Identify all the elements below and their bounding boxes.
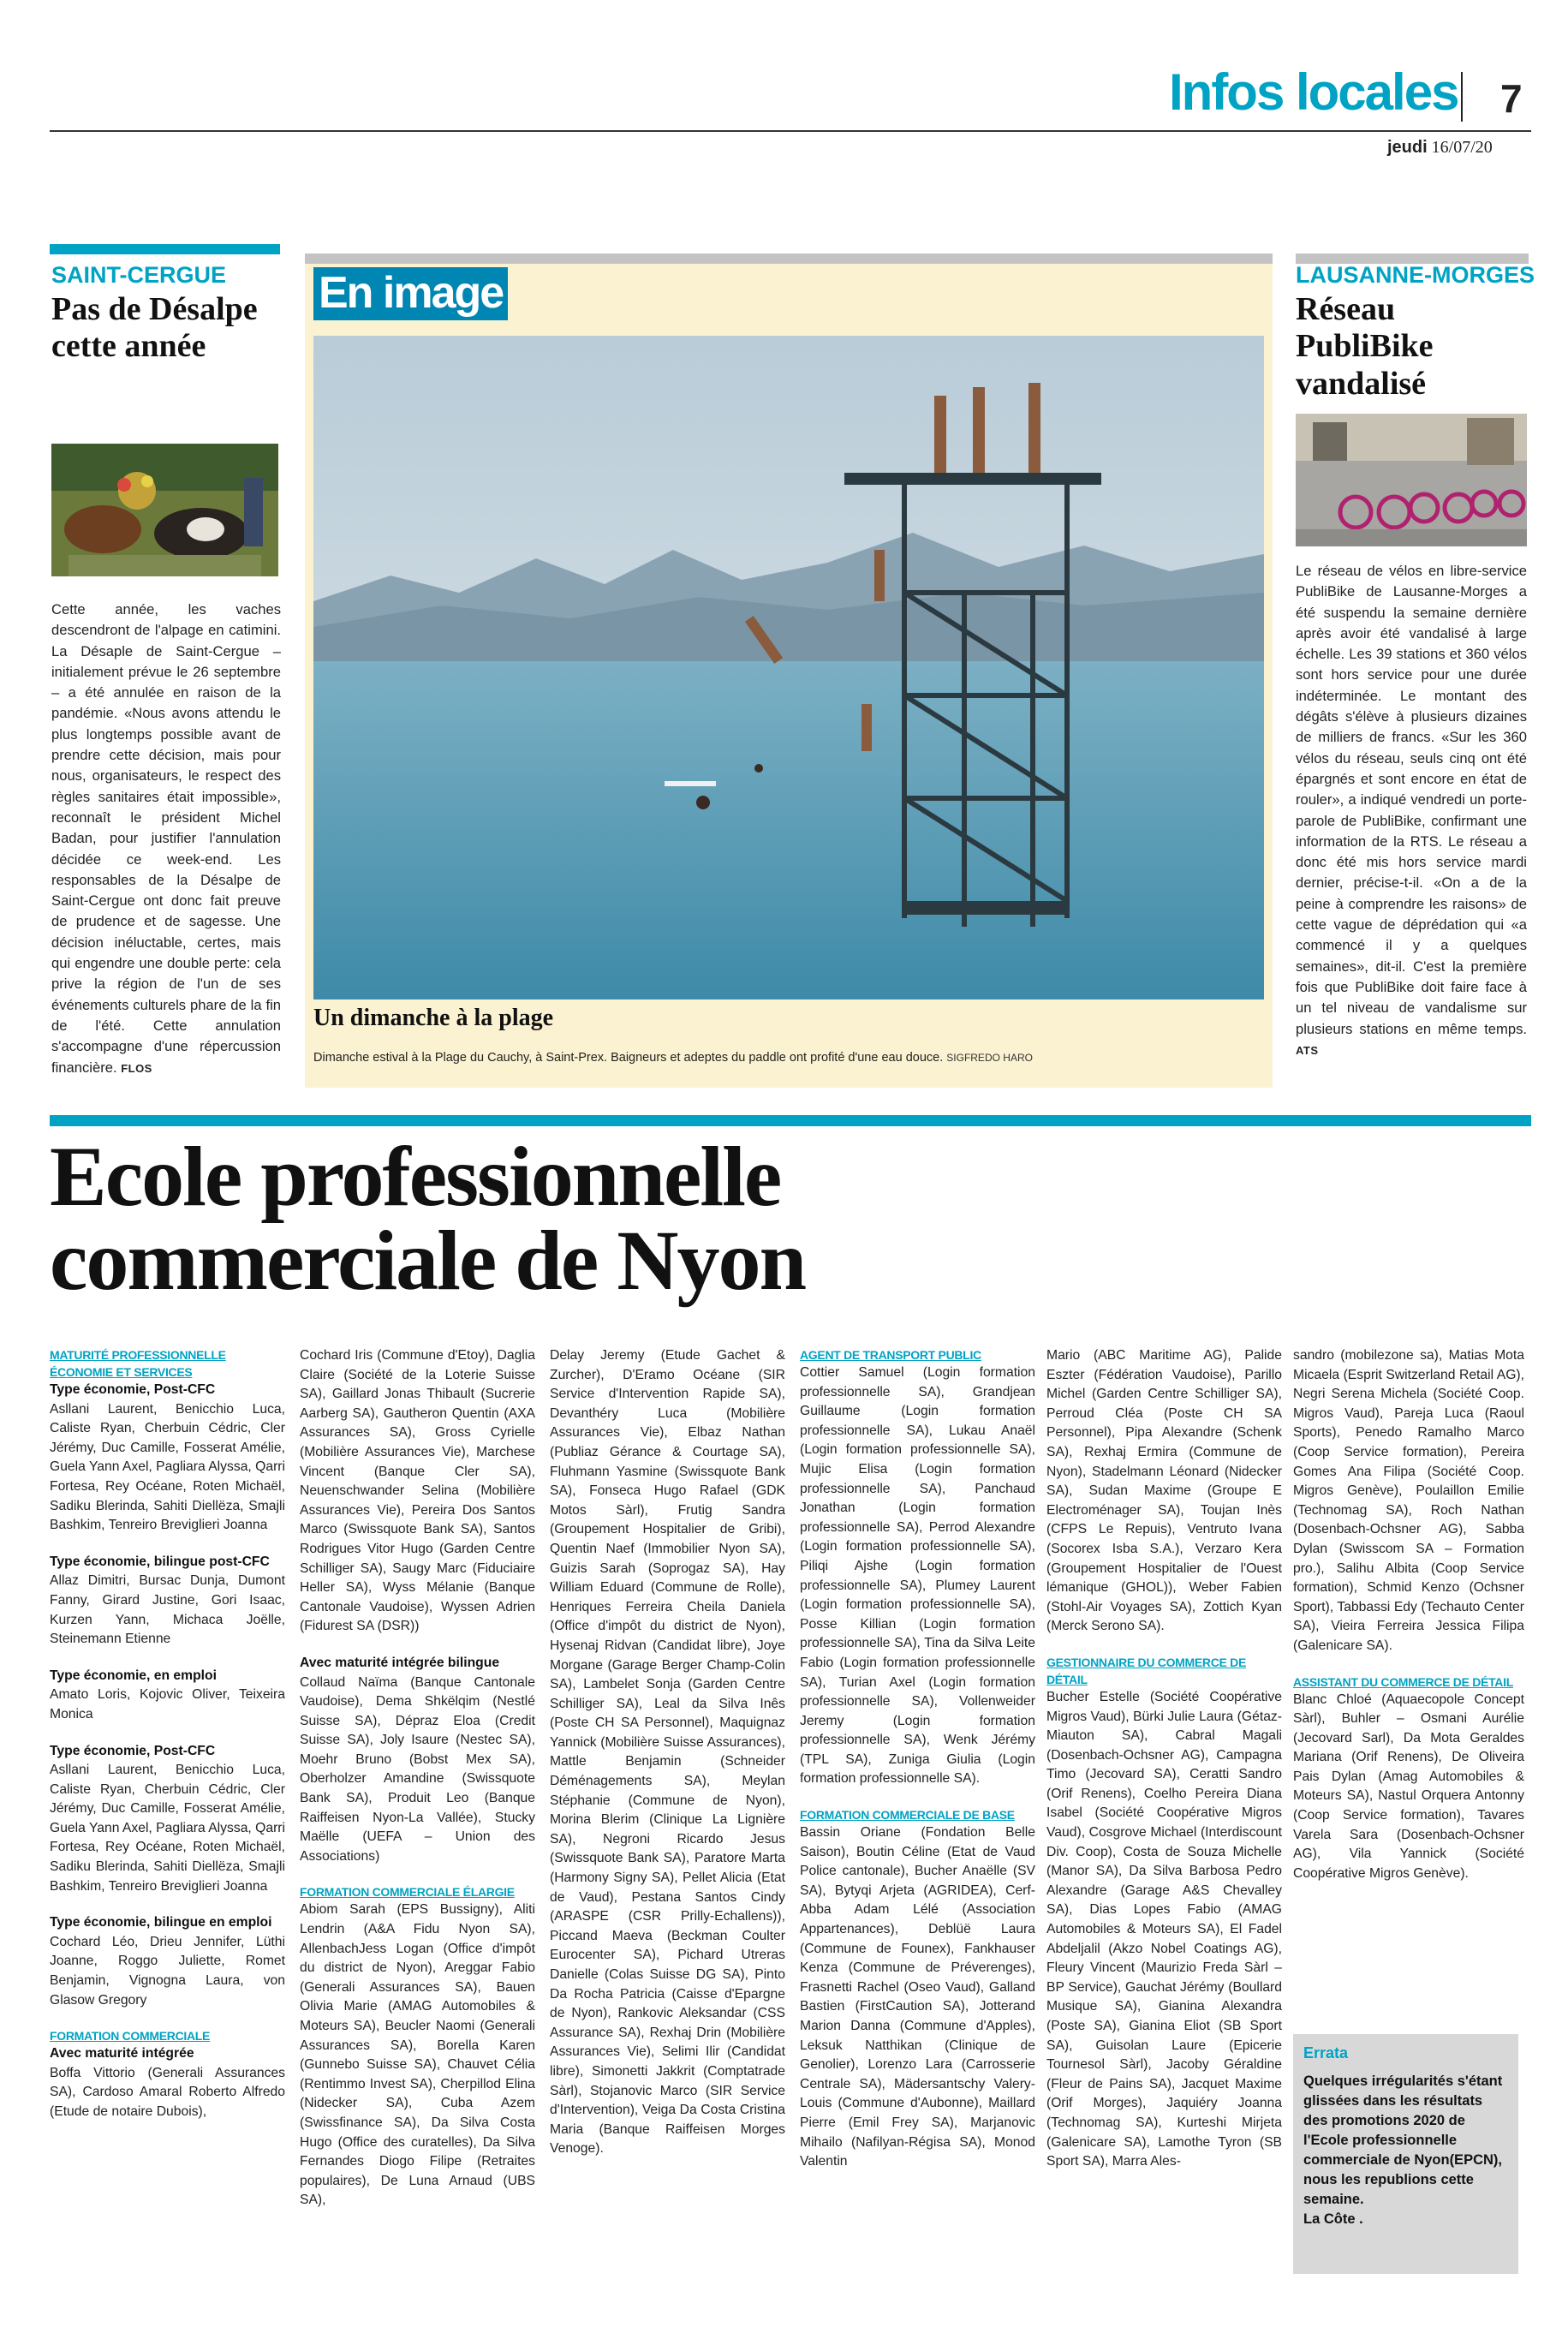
section-heading: ASSISTANT DU COMMERCE DE DÉTAIL [1293,1674,1513,1689]
left-brief-kicker: SAINT-CERGUE [51,262,227,288]
subheading: Type économie, bilingue en emploi [50,1915,272,1930]
page-number: 7 [1500,76,1523,121]
name-list: Allaz Dimitri, Bursac Dunja, Dumont Fanny, Girard Justine, Gori Isaac, Kurzen Yann, Michaca Joëlle, Steinemann Etienne [50,1573,285,1647]
section-heading: FORMATION COMMERCIALE [50,2029,211,2044]
issue-day: jeudi [1387,138,1428,157]
section-title: Infos locales [1169,63,1458,121]
name-list: Cochard Iris (Commune d'Etoy), Daglia Claire (Société de la Loterie Suisse SA), Gaillard Jonas Thibault (Sucrerie Aarberg SA), Gautheron Quentin (AXA Assurances SA), Gross Cyrielle (Mobilière Assurances Vie), Marchese Vincent (Banque Cler SA), Neuenschwander Selina (Mobilière Assurances Vie), Pereira Dos Santos Marco (Swissquote Bank SA), Santos Rodrigues Vitor Hugo (Garden Centre Schilliger SA), Saugy Marc (Fiduciaire Heller SA), Wyss Mélanie (Banque Cantonale Vaudoise), Wyssen Adrien (Fidurest SA (DSR)) [300,1348,535,1634]
errata-body [1303,2072,1508,2229]
name-list: Mario (ABC Maritime AG), Palide Eszter (Fédération Vaudoise), Parillo Michel (Garden Centre Schilliger SA), Perroud Cléa (Poste CH SA Personnel), Pipa Alexandre (Schenk SA), Rexhaj Ermira (Commune de Nyon), Stadelmann Léonard (Nidecker SA), Sudan Maxime (Groupe E Electroménager SA), Toujan Inès (CFPS Le Repuis), Ventruto Ivana (Socorex Isba S.A.), Verzaro Kera (Groupement Hospitalier de l'Ouest lémanique (GHOL)), Weber Fabien (Stohl-Air Voyages SA), Zottich Kyan (Merck Serono SA). [1046,1348,1282,1634]
right-brief-kicker: LAUSANNE-MORGES [1296,262,1535,288]
subheading: Type économie, bilingue post-CFC [50,1554,270,1569]
errata-source: La Côte . [1303,2211,1363,2227]
name-list: Bassin Oriane (Fondation Belle Saison), Boutin Céline (Etat de Vaud Police cantonale), Bucher Anaëlle (SV SA), Bytyqi Arjeta (AGRIDEA), Cerf-Abba Adam Lélé (Association Appartenances), Deblüë Laura (Commune de Founex), Fankhauser Kenza (Commune de Préverenges), Frasnetti Rachel (Oseo Vaud), Galland Bastien (FirstCaution SA), Jotterand Marion Danna (Commune d'Apples), Leksuk Natthikan (Clinique de Genolier), Lorenzo Lara (Carrosserie Centrale SA), Mädersantschy Valery-Louis (Commune d'Aubonne), Maillard Pierre (Emil Frey SA), Marjanovic Mihailo (Nafilyan-Régisa SA), Monod Valentin [800,1825,1035,2169]
right-brief-author: ATS [1296,1043,1319,1057]
name-list: Cochard Léo, Drieu Jennifer, Lüthi Joanne, Roggo Juliette, Romet Benjamin, Vignogna Laura, von Glasow Gregory [50,1934,285,2008]
photo-caption-title: Un dimanche à la plage [313,1005,554,1031]
name-list: Amato Loris, Kojovic Oliver, Teixeira Monica [50,1687,285,1721]
main-headline [50,1129,806,1308]
right-brief-text: Le réseau de vélos en libre-service PubliBike de Lausanne-Morges a été suspendu la semaine dernière après avoir été vandalisé à large échelle. Les 39 stations et 360 vélos sont hors service pour une durée indéterminée. Le montant des dégâts s'élève à plusieurs dizaines de milliers de francs. «Sur les 360 vélos du réseau, seuls cinq ont été épargnés et sont encore en état de rouler», a indiqué vendredi un porte-parole de PubliBike, confirmant une information de la RTS. Le réseau a donc été mis hors service mardi dernier, précise-t-il. «On a de la peine à comprendre les raisons» de cette vague de déprédation qui «a commencé il y a quelques semaines», dit-il. C'est la première fois que PubliBike doit faire face à un tel niveau de vandalisme sur plusieurs stations en même temps. [1296,563,1527,1037]
section-heading: GESTIONNAIRE DU COMMERCE DE DÉTAIL [1046,1655,1247,1686]
section-heading: AGENT DE TRANSPORT PUBLIC [800,1348,981,1362]
subheading: Type économie, Post-CFC [50,1382,216,1397]
header-rule [50,130,1531,132]
right-brief-body [1296,561,1527,1061]
left-brief-title: Pas de Désalpe cette année [51,291,258,365]
column-1 [50,1346,285,2122]
column-6 [1293,1346,1524,1883]
column-4 [800,1346,1035,2172]
main-headline-line2: commerciale de Nyon [50,1213,806,1308]
name-list: Asllani Laurent, Benicchio Luca, Caliste Ryan, Cherbuin Cédric, Cler Jérémy, Duc Camille, Fosserat Amélie, Guela Yann Axel, Pagliara Alyssa, Qarri Fortesa, Rey Océane, Roten Michaël, Sadiku Blerinda, Sahiti Diellëza, Smajli Bashkim, Tenreiro Breviglieri Joanna [50,1401,285,1533]
header-separator [1461,72,1463,122]
name-list: Cottier Samuel (Login formation professionnelle SA), Grandjean Guillaume (Login formation professionnelle SA), Lukau Anaël (Login formation professionnelle SA), Mujic Elisa (Login formation professionnelle SA), Panchaud Jonathan (Login formation professionnelle SA), Perrod Alexandre (Login formation professionnelle SA), Piliqi Ajshe (Login formation professionnelle SA), Plumey Laurent (Login formation professionnelle SA), Posse Killian (Login formation professionnelle SA), Tina da Silva Leite Fabio (Login formation professionnelle SA), Turian Axel (Login formation professionnelle SA), Vollenweider Jeremy (Login formation professionnelle SA), Wenk Jérémy (TPL SA), Zuniga Giulia (Login formation professionnelle SA). [800,1365,1035,1787]
name-list: Blanc Chloé (Aquaecopole Concept Sàrl), Buhler – Osmani Aurélie (Jecovard Sarl), Da Mota Geraldes Mariana (Orif Renens), De Oliveira Pais Dylan (Amag Automobiles & Moteurs SA), Nastul Orquera Antonny (Coop Service formation), Tavares Varela Sara (Dosenbach-Ochsner AG), Vila Yannick (Société Coopérative Migros Genève). [1293,1692,1524,1881]
column-3 [550,1346,785,2159]
name-list: Delay Jeremy (Etude Gachet & Zurcher), D'Eramo Océane (SIR Service d'Intervention Rapide SA), Devanthéry Luca (Mobilière Assurances Vie), Elbaz Nathan (Publiaz Gérance & Courtage SA), Fluhmann Yasmine (Swissquote Bank SA), Fonseca Hugo Rafael (GDK Motos Sàrl), Frutig Sandra (Groupement Hospitalier de Gribi), Quentin Naef (Immobilier Nyon SA), Guizis Sarah (Soprogaz SA), Hay William Eduard (Commune de Rolle), Henriques Ferreira Cheila Daniela (Office d'impôt du district de Nyon), Hysenaj Ridvan (Candidat libre), Joye Morgane (Garage Berger Champ-Colin SA), Lambelet Sonja (Garden Centre Schilliger SA), Leal da Silva Inês (Poste CH SA Personnel), Maquignaz Yannick (Mobilière Suisse Assurances), Mattle Benjamin (Schneider Déménagements SA), Meylan Stéphanie (Commune de Nyon), Morina Blerim (Clinique La Lignière SA), Negroni Ricardo Jesus (Swissquote Bank SA), Paratore Marta (Harmony Signy SA), Pellet Alicia (Etat de Vaud), Pestana Santos Cindy (ARASPE (CSR Prilly-Echallens)), Piccand Maeva (Beckman Coulter Eurocenter SA), Pichard Utreras Danielle (Colas Suisse DG SA), Pinto Da Rocha Patricia (Caisse d'Epargne de Nyon), Rankovic Aleksandar (CSS Assurance SA), Rexhaj Drin (Mobilière Assurances Vie), Selimi Ilir (Candidat libre), Simonetti Jakkrit (Comptatrade Sàrl), Stojanovic Marco (SIR Service d'Intervention), Veiga Da Costa Cristina Maria (Banque Raiffeisen Morges Venoge). [550,1348,785,2157]
subheading: Avec maturité intégrée bilingue [300,1655,500,1670]
issue-date [1387,139,1493,156]
name-list: Abiom Sarah (EPS Bussigny), Aliti Lendrin (A&A Fidu Nyon SA), AllenbachJess Logan (Office d'impôt du district de Nyon), Areggar Fabio (Generali Assurances SA), Bauen Olivia Marie (AMAG Automobiles & Moteurs SA), Beucler Naomi (Generali Assurances SA), Borella Karen (Gunnebo Suisse SA), Chauvet Célia (Rentimmo Invest SA), Cherpillod Elina (Nidecker SA), Cuba Azem (Swissfinance SA), Da Silva Costa Hugo (Office des curatelles), Da Silva Fernandes Diogo Filipe (Retraites populaires), De Luna Arnaud (UBS SA), [300,1902,535,2208]
subheading: Avec maturité intégrée [50,2046,194,2061]
column-5 [1046,1346,1282,2172]
subheading: Type économie, en emploi [50,1668,217,1683]
lake-diving-tower-photo [313,336,1264,999]
photo-caption [313,1052,1033,1065]
name-list: sandro (mobilezone sa), Matias Mota Micaela (Esprit Switzerland Retail AG), Negri Serena Michela (Société Coop. Migros Vaud), Pareja Luca (Raoul Sports), Penedo Ramalho Marco (Coop Service formation), Pereira Gomes Ana Filipa (Société Coop. Migros Genève), Poulaillon Emilie (Technomag SA), Roch Nathan (Dosenbach-Ochsner AG), Sabba Dylan (Swisscom SA – Formation pro.), Salihu Albita (Coop Service formation), Schmid Kenzo (Ochsner Sport), Tabbassi Edy (Techauto Center SA), Vieira Ferreira Jessica Filipa (Galenicare SA). [1293,1348,1524,1653]
en-image-label: En image [313,267,508,320]
left-brief-text: Cette année, les vaches descendront de l'alpage en catimini. La Désaple de Saint-Cergue – initialement prévue le 26 septembre – a été annulée en raison de la pandémie. «Nous avons attendu le plus longtemps possible avant de prendre cette décision, mais pour nous, organisateurs, le respect des règles sanitaires était impossible», reconnaît le président Michel Badan, pour justifier l'annulation décidée ce week-end. Les responsables de la Désalpe de Saint-Cergue ont donc fait preuve de prudence et de sagesse. Une décision inéluctable, certes, mais qui engendre une double perte: cela prive la région de l'un de ses événements culturels phare de la fin de l'été. Cette annulation s'accompagne d'une répercussion financière. [51,601,281,1076]
subheading: Type économie, Post-CFC [50,1743,216,1758]
name-list: Bucher Estelle (Société Coopérative Migros Vaud), Bürki Julie Laura (Gétaz-Miauton SA), Cabral Magali (Dosenbach-Ochsner AG), Campagna Timo (Jecovard SA), Ceratti Sandro (Orif Renens), Coelho Pereira Diana Isabel (Société Coopérative Migros Vaud), Cosgrove Michael (Interdiscount Div. Coop), Costa de Souza Michelle (Manor SA), Da Silva Barbosa Pedro Alexandre (Garage A&S Chevalley SA), Dias Lopes Fabio (AMAG Automobiles & Moteurs SA), El Fadel Abdeljalil (Akzo Nobel Coatings AG), Fleury Vincent (Maurizio Freda Sàrl – BP Service), Gauchat Jérémy (Boullard Musique SA), Gianina Alexandra (Poste SA), Gianina Eliot (SB Sport SA), Guisolan Laure (Epicerie Tournesol Sàrl), Jacoby Géraldine (Fleur de Pains SA), Jacquet Maxime (Orif Morges), Jaquiéry Joanna (Technomag SA), Kurteshi Mirjeta (Galenicare SA), Lamothe Tyron (SB Sport SA), Marra Ales- [1046,1689,1282,2169]
main-article-bar [50,1115,1531,1126]
issue-date-value: 16/07/20 [1431,138,1493,157]
errata-box [1293,2034,1518,2274]
bike-station-photo [1296,414,1527,546]
cattle-photo [51,444,278,576]
left-brief-author: FLOS [121,1061,152,1075]
center-top-bar [305,254,1273,264]
photo-credit: SIGFREDO HARO [946,1052,1033,1064]
errata-title: Errata [1303,2044,1349,2061]
name-list: Boffa Vittorio (Generali Assurances SA), Cardoso Amaral Roberto Alfredo (Etude de notaire Dubois), [50,2065,285,2119]
name-list: Asllani Laurent, Benicchio Luca, Caliste Ryan, Cherbuin Cédric, Cler Jérémy, Duc Camille, Fosserat Amélie, Guela Yann Axel, Pagliara Alyssa, Qarri Fortesa, Rey Océane, Roten Michaël, Sadiku Blerinda, Sahiti Diellëza, Smajli Bashkim, Tenreiro Breviglieri Joanna [50,1763,285,1894]
section-heading: FORMATION COMMERCIALE DE BASE [800,1808,1015,1823]
main-headline-line1: Ecole professionnelle [50,1129,781,1224]
errata-text: Quelques irrégularités s'étant glissées dans les résultats des promotions 2020 de l'Ecole professionnelle commerciale de Nyon(EPCN), nous les republions cette semaine. [1303,2073,1503,2207]
name-list: Collaud Naïma (Banque Cantonale Vaudoise), Dema Shkëlqim (Nestlé Suisse SA), Dépraz Eloa (Credit Suisse SA), Joly Isaure (Nestec SA), Moehr Bruno (Bobst Mex SA), Oberholzer Amandine (Swissquote Bank SA), Produit Leo (Banque Raiffeisen Nyon-La Vallée), Stucky Maëlle (UEFA – Union des Associations) [300,1674,535,1864]
left-brief-body [51,600,281,1079]
photo-caption-text: Dimanche estival à la Plage du Cauchy, à Saint-Prex. Baigneurs et adeptes du paddle ont profité d'une eau douce. [313,1051,944,1065]
column-2 [300,1346,535,2211]
section-heading: MATURITÉ PROFESSIONNELLE ÉCONOMIE ET SERVICES [50,1348,226,1379]
right-brief-title: Réseau PubliBike vandalisé [1296,291,1434,402]
left-brief-bar [50,244,280,254]
section-heading: FORMATION COMMERCIALE ÉLARGIE [300,1885,515,1900]
